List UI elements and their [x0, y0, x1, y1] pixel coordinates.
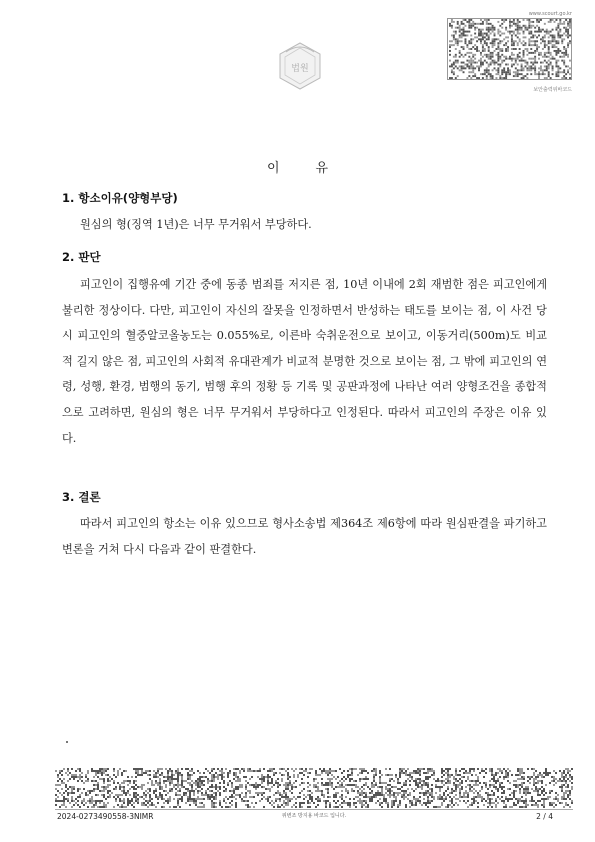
page-footer [55, 809, 573, 824]
document-title [0, 157, 595, 176]
document-id: 2024-0273490558-3NIMR [57, 812, 154, 821]
section-heading-judgment: 2. 판단 [62, 250, 101, 264]
qr-url-text: www.scourt.go.kr [528, 11, 572, 17]
section-heading-appeal-reason: 1. 항소이유(양형부당) [62, 191, 178, 205]
security-qr-block [447, 10, 572, 93]
title-char: 유 [315, 161, 329, 176]
anti-forgery-barcode [55, 768, 573, 808]
section-paragraph-judgment: 피고인이 집행유예 기간 중에 동종 범죄를 저지른 점, 10년 이내에 2회 재범한 점은 피고인에게 불리한 정상이다. 다만, 피고인이 자신의 잘못을 인정하면서 반성하는 태도를 보이는 점, 이 사건 당시 피고인의 혈중알코올농도는 0.055%로, 이른바 숙취운전으로 보이고, 이동거리(500m)도 비교적 길지 않은 점, 피고인의 사회적 유대관계가 비교적 분명한 것으로 보이는 점, 그 밖에 피고인의 연령, 성행, 환경, 범행의 동기, 범행 후의 정황 등 기록 및 공판과정에 나타난 여러 양형조건을 종합적으로 고려하면, 원심의 형은 너무 무거워서 부당하다고 인정된다. 따라서 피고인의 주장은 이유 있다. [62, 278, 547, 445]
court-seal-emblem [276, 40, 324, 92]
barcode-note: 위변조 방지용 바코드 입니다. [281, 813, 347, 819]
seal-text: 법원 [291, 64, 309, 74]
qr-code-pattern [447, 18, 572, 80]
qr-label-text: 보안출력위바코드 [533, 87, 572, 93]
title-char: 이 [266, 161, 280, 176]
section-paragraph-conclusion: 따라서 피고인의 항소는 이유 있으므로 형사소송법 제364조 제6항에 따라 원심판결을 파기하고 변론을 거쳐 다시 다음과 같이 판결한다. [62, 517, 547, 556]
section-heading-conclusion: 3. 결론 [62, 490, 101, 504]
page-number: 2 / 4 [536, 812, 553, 821]
stray-mark [66, 741, 68, 743]
section-paragraph-appeal-reason: 원심의 형(징역 1년)은 너무 무거워서 부당하다. [80, 218, 312, 231]
